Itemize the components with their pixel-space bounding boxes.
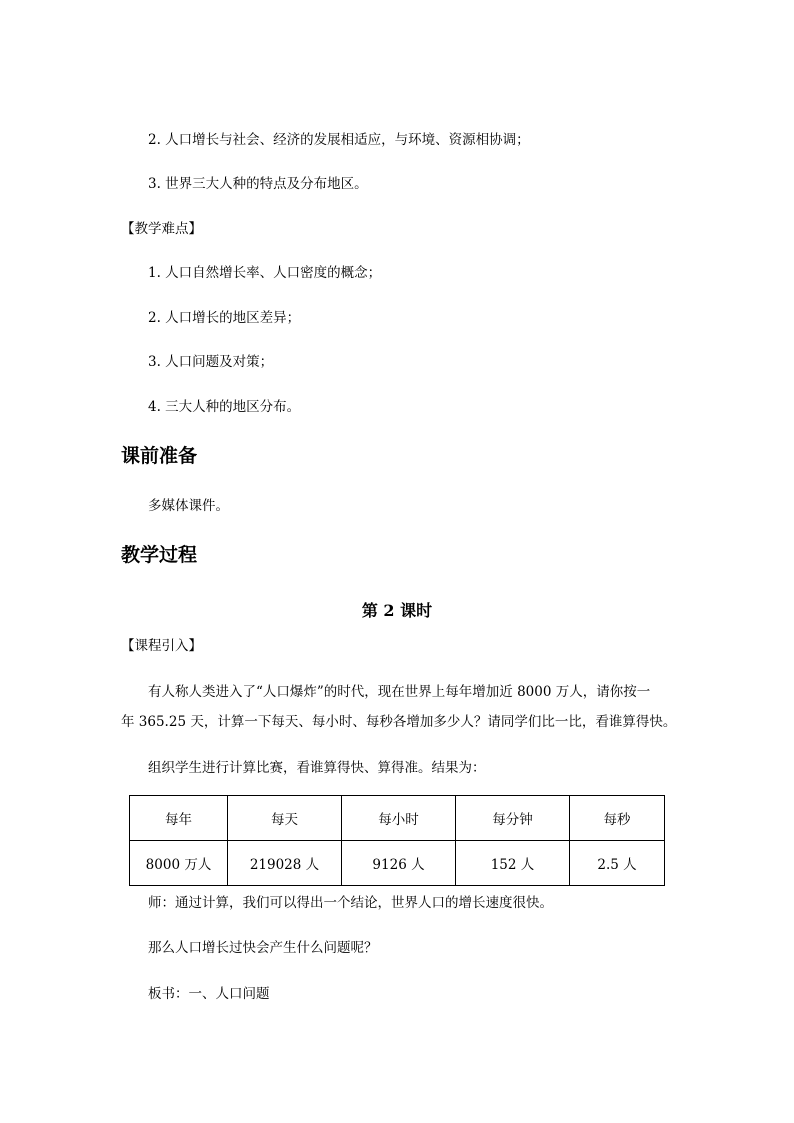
difficulty-item-3: 3. 人口问题及对策； bbox=[148, 354, 274, 370]
prep-heading: 课前准备 bbox=[121, 445, 198, 467]
process-heading: 教学过程 bbox=[121, 544, 198, 566]
intro-paragraph-2: 组织学生进行计算比赛，看谁算得快、算得准。结果为： bbox=[148, 760, 486, 776]
table-cell: 219028 人 bbox=[228, 841, 342, 886]
table-cell: 2.5 人 bbox=[570, 841, 665, 886]
table-header-cell: 每分钟 bbox=[456, 796, 570, 841]
intro-paragraph-line-1: 有人称人类进入了“人口爆炸”的时代，现在世界上每年增加近 8000 万人，请你按一 bbox=[148, 684, 651, 700]
difficulty-item-2: 2. 人口增长的地区差异； bbox=[148, 310, 301, 326]
difficulty-item-4: 4. 三大人种的地区分布。 bbox=[148, 399, 301, 415]
intro-label: 【课程引入】 bbox=[121, 638, 202, 654]
table-header-row bbox=[130, 796, 665, 841]
table-row bbox=[130, 841, 665, 886]
question-text: 那么人口增长过快会产生什么问题呢？ bbox=[148, 940, 378, 956]
table-header-cell: 每秒 bbox=[570, 796, 665, 841]
table-cell: 152 人 bbox=[456, 841, 570, 886]
lesson-title: 第 2 课时 bbox=[361, 601, 433, 620]
objective-item-2: 2. 人口增长与社会、经济的发展相适应，与环境、资源相协调； bbox=[148, 132, 530, 148]
prep-text: 多媒体课件。 bbox=[148, 498, 229, 514]
table-cell: 8000 万人 bbox=[130, 841, 228, 886]
table-cell: 9126 人 bbox=[342, 841, 456, 886]
difficulty-item-1: 1. 人口自然增长率、人口密度的概念； bbox=[148, 265, 382, 281]
table-header-cell: 每年 bbox=[130, 796, 228, 841]
teacher-conclusion: 师：通过计算，我们可以得出一个结论，世界人口的增长速度很快。 bbox=[148, 895, 553, 911]
board-note: 板书：一、人口问题 bbox=[148, 986, 270, 1002]
intro-paragraph-line-2: 年 365.25 天，计算一下每天、每小时、每秒各增加多少人？请同学们比一比，看谁算得快。 bbox=[121, 714, 677, 730]
objective-item-3: 3. 世界三大人种的特点及分布地区。 bbox=[148, 176, 368, 192]
result-table bbox=[129, 795, 665, 886]
difficulty-label: 【教学难点】 bbox=[121, 221, 202, 237]
table-header-cell: 每天 bbox=[228, 796, 342, 841]
table-header-cell: 每小时 bbox=[342, 796, 456, 841]
